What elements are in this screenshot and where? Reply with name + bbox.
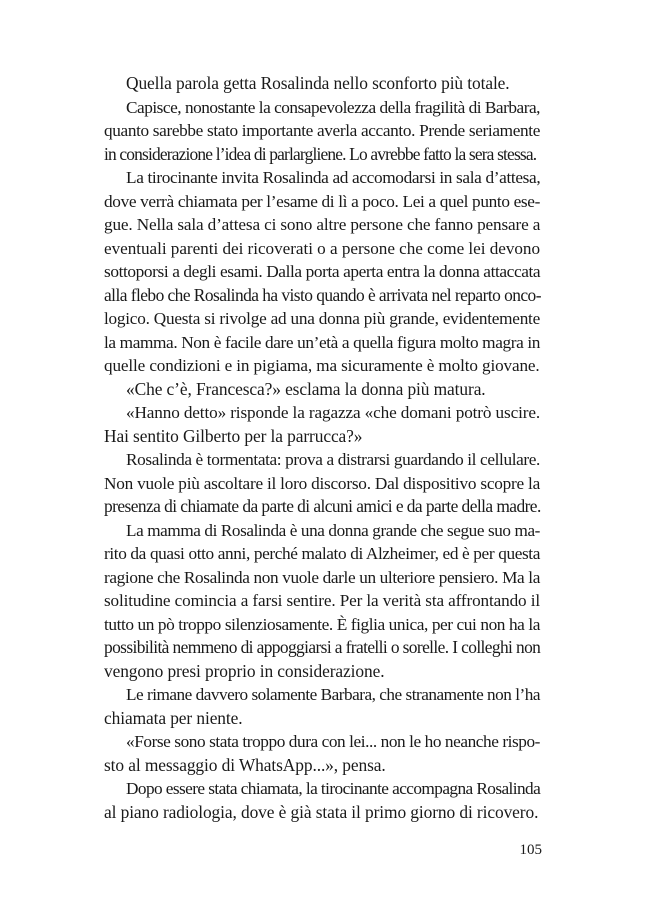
text-line: solitudine comincia a farsi sentire. Per la verità sta affrontando il bbox=[104, 591, 540, 610]
text-line: quanto sarebbe stato importante averla accanto. Prende seriamente bbox=[104, 121, 540, 140]
text-line: sottoporsi a degli esami. Dalla porta aperta entra la donna attaccata bbox=[104, 262, 541, 281]
text-line: Rosalinda è tormentata: prova a distrarsi guardando il cellulare. bbox=[126, 450, 540, 469]
text-line: alla flebo che Rosalinda ha visto quando è arrivata nel reparto onco- bbox=[104, 284, 541, 305]
text-line: Quella parola getta Rosalinda nello sconforto più totale. bbox=[126, 73, 510, 93]
text-line: rito da quasi otto anni, perché malato di Alzheimer, ed è per questa bbox=[104, 544, 540, 563]
text-line: Hai sentito Gilberto per la parrucca?» bbox=[104, 425, 363, 446]
text-line: in considerazione l’idea di parlargliene. Lo avrebbe fatto la sera stessa. bbox=[104, 143, 537, 164]
body-text bbox=[104, 72, 540, 824]
text-line: chiamata per niente. bbox=[104, 707, 243, 728]
text-line: vengono presi proprio in considerazione. bbox=[104, 660, 385, 681]
text-line: «Che c’è, Francesca?» esclama la donna più matura. bbox=[126, 378, 486, 399]
text-line: ragione che Rosalinda non vuole darle un ulteriore pensiero. Ma la bbox=[104, 567, 540, 587]
text-line: Le rimane davvero solamente Barbara, che stranamente non l’ha bbox=[126, 685, 540, 704]
text-line: La tirocinante invita Rosalinda ad accomodarsi in sala d’attesa, bbox=[126, 168, 541, 187]
page-number: 105 bbox=[519, 842, 542, 858]
text-line: la mamma. Non è facile dare un’età a quella figura molto magra in bbox=[104, 332, 540, 352]
text-line: Dopo essere stata chiamata, la tirocinante accompagna Rosalinda bbox=[126, 779, 541, 798]
text-line: gue. Nella sala d’attesa ci sono altre persone che fanno pensare a bbox=[104, 215, 541, 234]
text-line: quelle condizioni e in pigiama, ma sicuramente è molto giovane. bbox=[104, 356, 540, 375]
text-line: Non vuole più ascoltare il loro discorso. Dal dispositivo scopre la bbox=[104, 473, 540, 493]
text-line: eventuali parenti dei ricoverati o a persone che come lei devono bbox=[104, 238, 540, 258]
text-line: Capisce, nonostante la consapevolezza della fragilità di Barbara, bbox=[126, 97, 540, 117]
text-line: al piano radiologia, dove è già stata il primo giorno di ricovero. bbox=[104, 801, 539, 822]
text-line: sto al messaggio di WhatsApp...», pensa. bbox=[104, 754, 386, 775]
text-line: «Forse sono stata troppo dura con lei... non le ho neanche rispo- bbox=[126, 732, 540, 751]
text-line: logico. Questa si rivolge ad una donna più grande, evidentemente bbox=[104, 309, 540, 328]
text-line: possibilità nemmeno di appoggiarsi a fratelli o sorelle. I colleghi non bbox=[104, 637, 541, 657]
text-line: tutto un pò troppo silenziosamente. È figlia unica, per cui non ha la bbox=[104, 614, 540, 634]
text-line: «Hanno detto» risponde la ragazza «che domani potrò uscire. bbox=[126, 403, 540, 422]
text-line: presenza di chiamate da parte di alcuni amici e da parte della madre. bbox=[104, 496, 541, 516]
text-line: dove verrà chiamata per l’esame di lì a poco. Lei a quel punto ese- bbox=[104, 191, 540, 211]
text-line: La mamma di Rosalinda è una donna grande che segue suo ma- bbox=[126, 520, 540, 540]
